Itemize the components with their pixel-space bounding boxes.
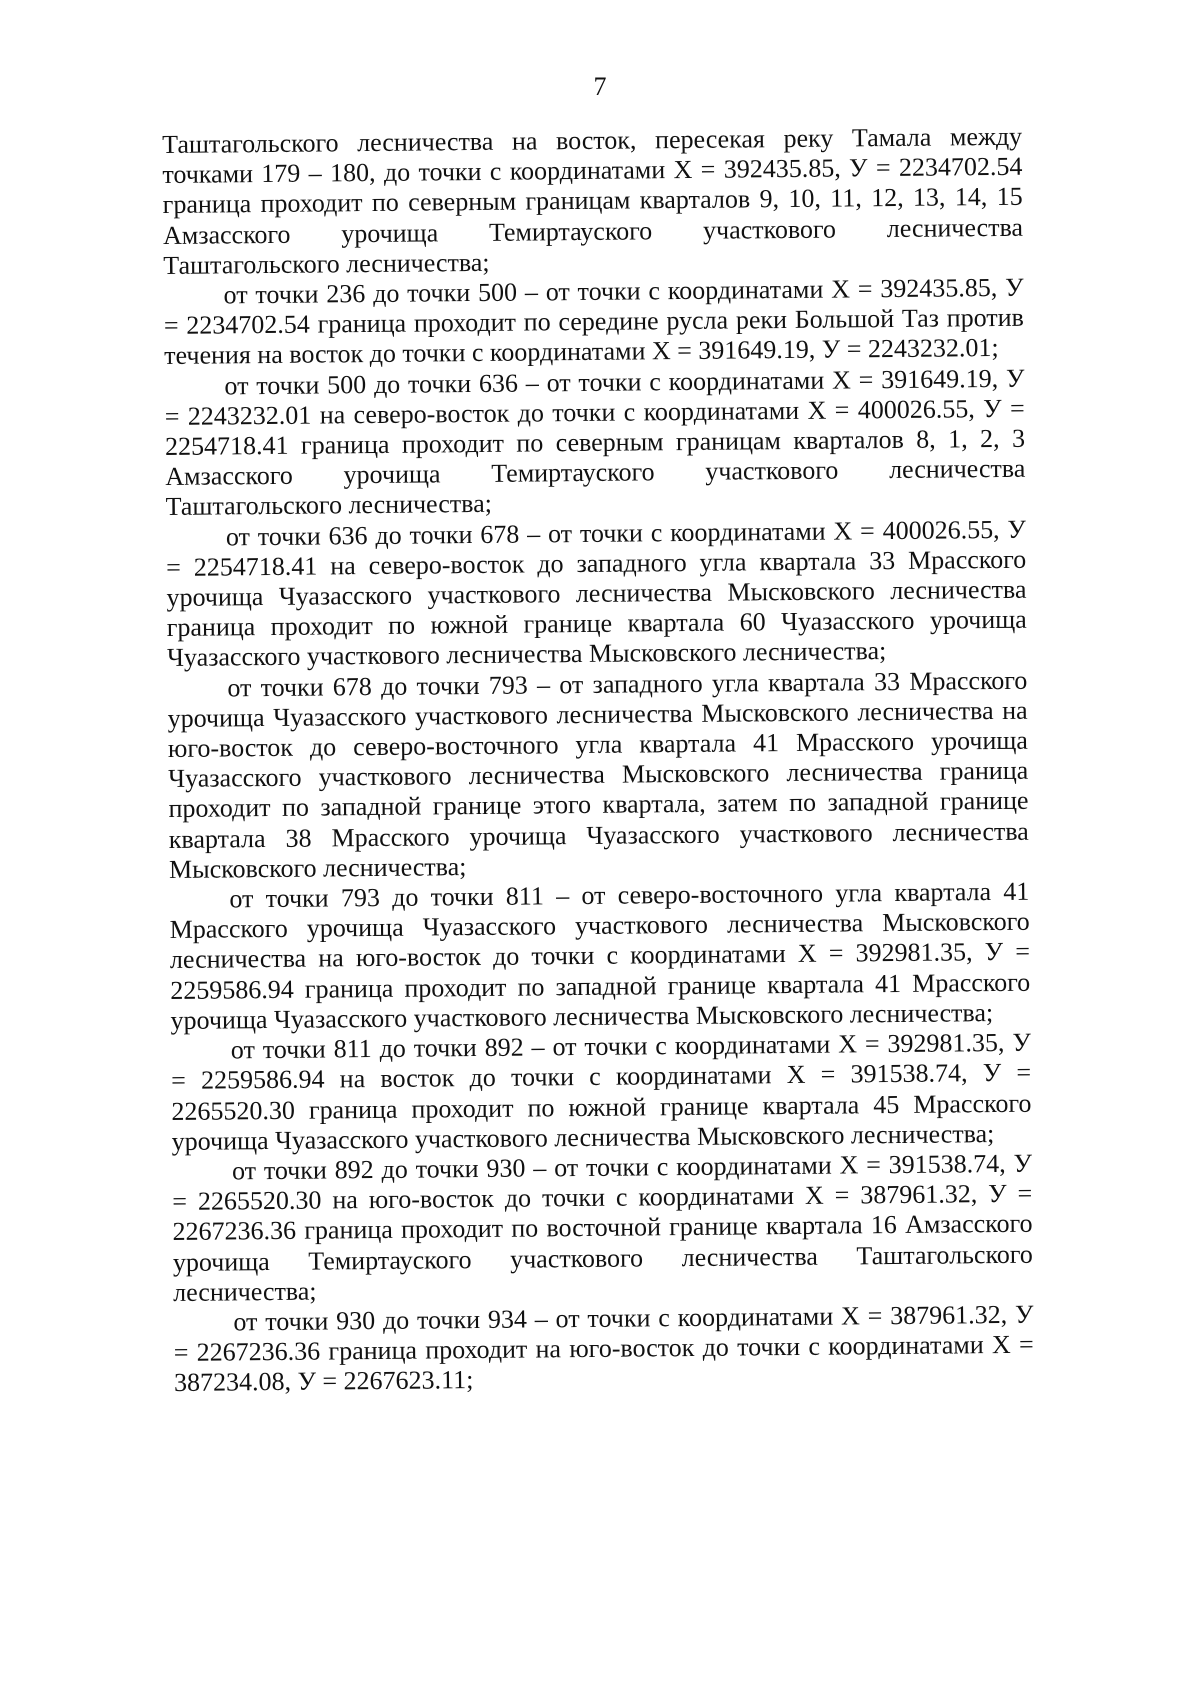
page-number: 7 bbox=[593, 72, 607, 101]
document-body bbox=[162, 122, 1034, 1399]
paragraph-points-678-793: от точки 678 до точки 793 – от западного угла квартала 33 Мрасского урочища Чуазасского участкового лесничества Мысковского лесничества на юго-восток до северо-восточного угла квартала 41 Мрасского урочища Чуазасского участкового лесничества Мысковского лесничества граница проходит по западной границе этого квартала, затем по западной границе квартала 38 Мрасского урочища Чуазасского участкового лесничества Мысковского лесничества; bbox=[167, 665, 1029, 884]
paragraph-points-930-934: от точки 930 до точки 934 – от точки с координатами Х = 387961.32, У = 2267236.36 граница проходит на юго-восток до точки с координатами Х = 387234.08, У = 2267623.11; bbox=[173, 1299, 1034, 1398]
paragraph-points-500-636: от точки 500 до точки 636 – от точки с координатами Х = 391649.19, У = 2243232.01 на северо-восток до точки с координатами Х = 400026.55, У = 2254718.41 граница проходит по северным границам кварталов 8, 1, 2, 3 Амзасского урочища Темиртауского участкового лесничества Таштагольского лесничества; bbox=[164, 363, 1026, 522]
paragraph-points-811-892: от точки 811 до точки 892 – от точки с координатами Х = 392981.35, У = 2259586.94 на восток до точки с координатами Х = 391538.74, У = 2265520.30 граница проходит по южной границе квартала 45 Мрасского урочища Чуазасского участкового лесничества Мысковского лесничества; bbox=[170, 1027, 1032, 1156]
paragraph-points-892-930: от точки 892 до точки 930 – от точки с координатами Х = 391538.74, У = 2265520.30 на юго-восток до точки с координатами Х = 387961.32, У = 2267236.36 граница проходит по восточной границе квартала 16 Амзасского урочища Темиртауского участкового лесничества Таштагольского лесничества; bbox=[172, 1148, 1033, 1307]
paragraph-points-793-811: от точки 793 до точки 811 – от северо-восточного угла квартала 41 Мрасского урочища Чуазасского участкового лесничества Мысковского лесничества на юго-восток до точки с координатами Х = 392981.35, У = 2259586.94 граница проходит по западной границе квартала 41 Мрасского урочища Чуазасского участкового лесничества Мысковского лесничества; bbox=[169, 876, 1031, 1035]
paragraph-points-636-678: от точки 636 до точки 678 – от точки с координатами Х = 400026.55, У = 2254718.41 на северо-восток до западного угла квартала 33 Мрасского урочища Чуазасского участкового лесничества Мысковского лесничества граница проходит по южной границе квартала 60 Чуазасского урочища Чуазасского участкового лесничества Мысковского лесничества; bbox=[166, 514, 1027, 673]
paragraph-points-236-500: от точки 236 до точки 500 – от точки с координатами Х = 392435.85, У = 2234702.54 граница проходит по середине русла реки Большой Таз против течения на восток до точки с координатами Х = 391649.19, У = 2243232.01; bbox=[163, 272, 1024, 371]
paragraph-continuation: Таштагольского лесничества на восток, пересекая реку Тамала между точками 179 – 180, до точки с координатами Х = 392435.85, У = 2234702.54 граница проходит по северным границам кварталов 9, 10, 11, 12, 13, 14, 15 Амзасского урочища Темиртауского участкового лесничества Таштагольского лесничества; bbox=[162, 121, 1024, 280]
